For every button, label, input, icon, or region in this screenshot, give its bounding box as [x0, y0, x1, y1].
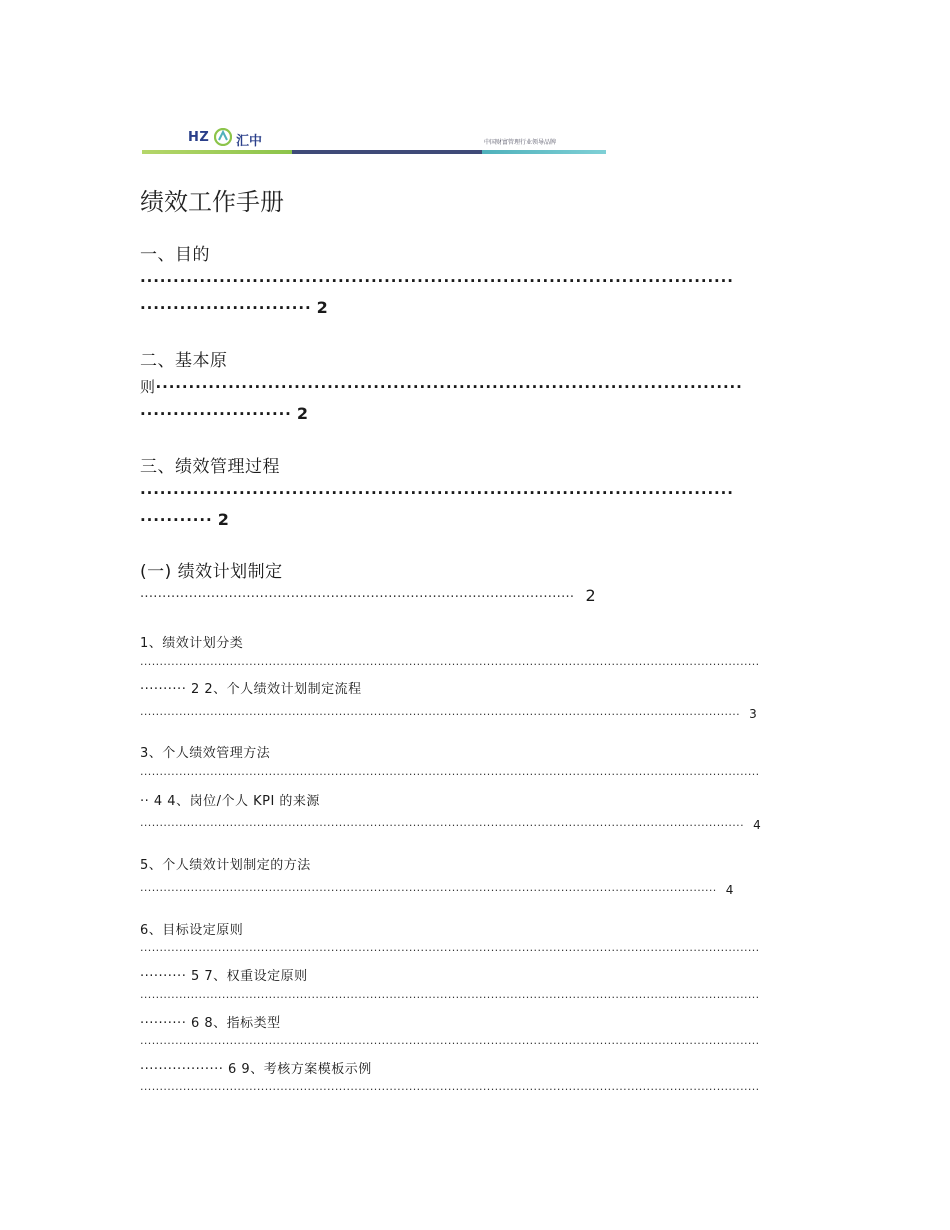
toc-page-number: 2 [585, 586, 596, 605]
toc-page-number: 2 [217, 510, 229, 529]
toc-entry-item-1[interactable]: 1、绩效计划分类 [140, 636, 244, 651]
toc-page-number: 2 [316, 298, 328, 317]
toc-leader-end: ·································································································· 2 [140, 586, 596, 605]
toc-leader: ······························································································································································· [140, 1083, 760, 1096]
toc-leader: ······························································································································································· [140, 768, 760, 781]
banner-bar-navy [292, 150, 482, 154]
toc-leader-end: ··········· 2 [140, 510, 229, 529]
toc-leader: ······························································································································································· [140, 944, 760, 957]
toc-entry-label: 二、基本原 [140, 351, 228, 371]
banner-bar-teal [482, 150, 606, 154]
toc-entry-label: 三、绩效管理过程 [140, 457, 280, 477]
toc-entry-item-4[interactable]: ·· 4 4、岗位/个人 KPI 的来源 [140, 794, 320, 809]
toc-leader: ·························································································· [140, 272, 734, 290]
logo-chinese: 汇中 [236, 134, 263, 149]
toc-entry-item-9[interactable]: ·················· 6 9、考核方案模板示例 [140, 1062, 372, 1077]
toc-page-number: 2 [296, 404, 308, 423]
logo-latin: HZ [188, 130, 210, 145]
toc-leader: ·························································································· [140, 484, 734, 502]
toc-leader: ······························································································································································· [140, 658, 760, 671]
document-title: 绩效工作手册 [140, 188, 284, 216]
toc-page-number: 4 [753, 818, 761, 832]
toc-entry-item-8[interactable]: ·········· 6 8、指标类型 [140, 1016, 281, 1031]
toc-leader: 则························································································· [140, 378, 743, 396]
toc-leader: ······························································································································································· [140, 1037, 760, 1050]
toc-leader-end: ······················· 2 [140, 404, 308, 423]
toc-entry-label: (一) 绩效计划制定 [140, 562, 283, 582]
toc-leader-end: ··························································································································································· 4 [140, 818, 761, 832]
toc-entry-principles[interactable] [140, 346, 228, 371]
slogan: 中国财富管理行业领导品牌 [484, 139, 557, 146]
toc-page-number: 3 [749, 707, 757, 721]
logo-icon [214, 128, 232, 146]
toc-entry-process[interactable] [140, 452, 280, 477]
banner-bar-green [142, 150, 292, 154]
toc-leader-end: ·························································································································································· 3 [140, 707, 757, 721]
toc-entry-item-5[interactable]: 5、个人绩效计划制定的方法 [140, 858, 311, 873]
toc-entry-item-2[interactable]: ·········· 2 2、个人绩效计划制定流程 [140, 682, 362, 697]
toc-entry-purpose[interactable] [140, 240, 210, 265]
toc-leader: ······························································································································································· [140, 991, 760, 1004]
toc-leader-end: ·························· 2 [140, 298, 328, 317]
header-banner [142, 124, 606, 156]
toc-page-number: 4 [725, 883, 734, 897]
toc-entry-label: 一、目的 [140, 245, 210, 265]
toc-leader-end: ···················································································································································· 4 [140, 883, 734, 897]
toc-entry-plan[interactable] [140, 557, 283, 582]
toc-entry-item-6[interactable]: 6、目标设定原则 [140, 923, 244, 938]
toc-entry-item-3[interactable]: 3、个人绩效管理方法 [140, 746, 271, 761]
toc-entry-item-7[interactable]: ·········· 5 7、权重设定原则 [140, 969, 308, 984]
